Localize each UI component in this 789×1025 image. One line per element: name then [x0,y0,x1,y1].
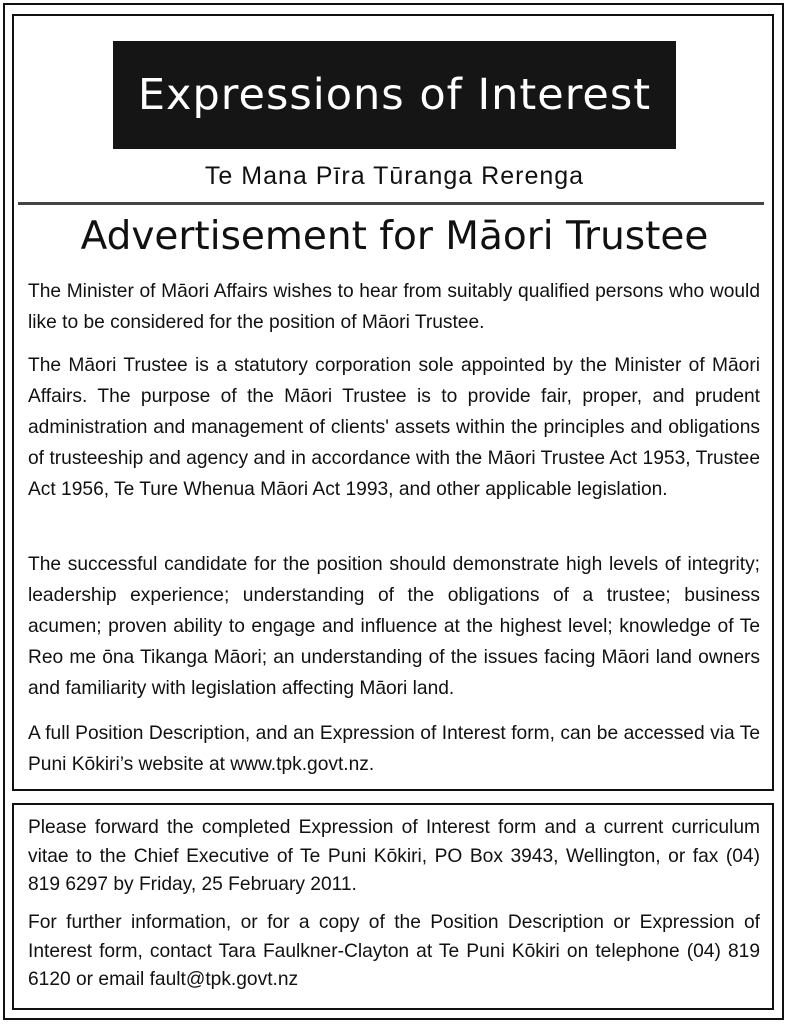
header-banner [113,41,676,149]
body-paragraph: The Māori Trustee is a statutory corporation sole appointed by the Minister of Māori Affairs. The purpose of the Māori Trustee is to provide fair, proper, and prudent administration and management of clients' assets within the principles and obligations of trusteeship and agency and in accordance with the Māori Trustee Act 1953, Trustee Act 1956, Te Ture Whenua Māori Act 1993, and other applicable legislation. [28,355,760,500]
body-paragraph: A full Position Description, and an Expression of Interest form, can be accessed via Te Puni Kōkiri’s website at www.tpk.govt.nz. [28,723,760,775]
contact-paragraph: For further information, or for a copy of the Position Description or Expression of Interest form, contact Tara Faulkner-Clayton at Te Puni Kōkiri on telephone (04) 819 6120 or email fault@tpk.govt.nz [28,912,760,990]
advertisement-heading: Advertisement for Māori Trustee [80,214,709,259]
body-paragraph: The successful candidate for the position should demonstrate high levels of integrity; leadership experience; understanding of the obligations of a trustee; business acumen; proven ability to engage and influence at the highest level; knowledge of Te Reo me ōna Tikanga Māori; an understanding of the issues facing Māori land owners and familiarity with legislation affecting Māori land. [28,554,760,699]
contact-paragraph: Please forward the completed Expression of Interest form and a current curriculum vitae to the Chief Executive of Te Puni Kōkiri, PO Box 3943, Wellington, or fax (04) 819 6297 by Friday, 25 February 2011. [28,817,760,895]
header-title: Expressions of Interest [137,69,652,120]
body-paragraph: The Minister of Māori Affairs wishes to hear from suitably qualified persons who would like to be considered for the position of Māori Trustee. [28,281,760,333]
header-subtitle: Te Mana Pīra Tūranga Rerenga [204,162,585,190]
divider [18,202,764,205]
